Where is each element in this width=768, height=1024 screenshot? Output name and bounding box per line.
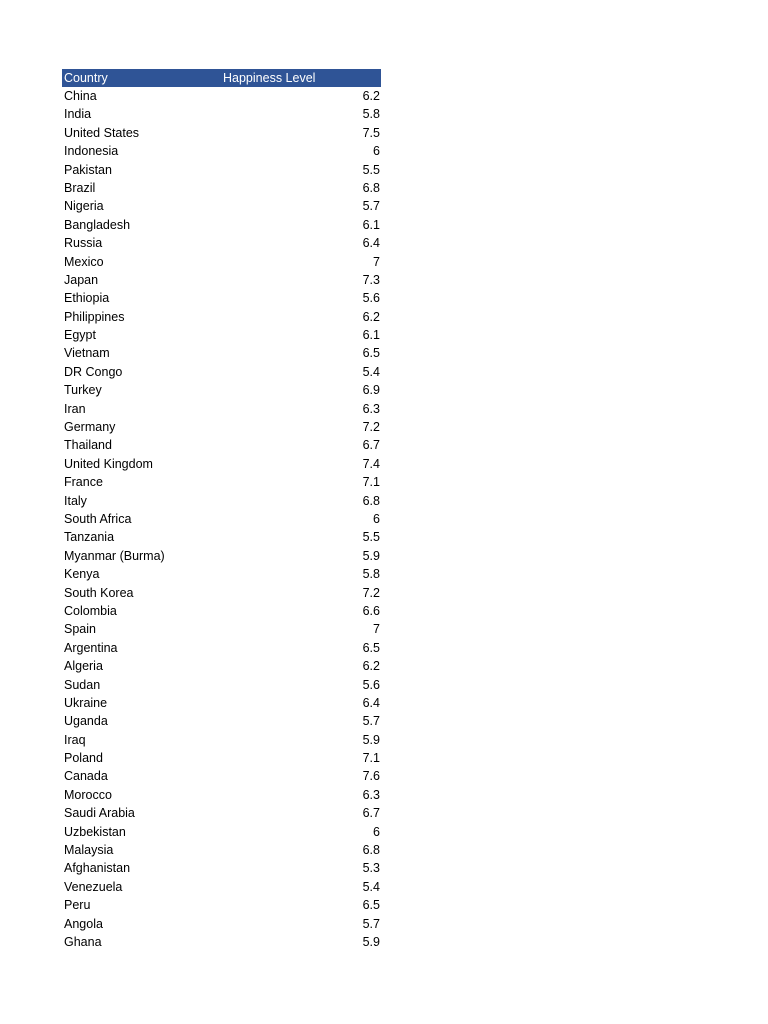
cell-country: Philippines <box>64 309 125 324</box>
cell-happiness-level: 6.8 <box>362 180 380 195</box>
cell-happiness-level: 5.3 <box>362 861 380 876</box>
cell-country: South Korea <box>64 585 134 600</box>
cell-country: Afghanistan <box>64 861 131 876</box>
cell-happiness-level: 6.5 <box>362 898 380 913</box>
table-row <box>62 878 381 896</box>
cell-country: Angola <box>64 916 103 931</box>
cell-happiness-level: 5.5 <box>362 162 380 177</box>
cell-happiness-level: 6.3 <box>362 787 380 802</box>
cell-country: France <box>64 475 103 490</box>
cell-country: Tanzania <box>64 530 115 545</box>
cell-country: Iran <box>64 401 86 416</box>
cell-country: Ghana <box>64 934 102 949</box>
table-row <box>62 308 381 326</box>
cell-happiness-level: 5.4 <box>362 364 380 379</box>
table-row <box>62 841 381 859</box>
table-row <box>62 363 381 381</box>
cell-country: Turkey <box>64 383 102 398</box>
cell-happiness-level: 7.1 <box>362 751 380 766</box>
cell-country: Russia <box>64 236 103 251</box>
cell-country: Thailand <box>64 438 112 453</box>
cell-country: Vietnam <box>64 346 110 361</box>
cell-country: Saudi Arabia <box>64 806 135 821</box>
cell-happiness-level: 6 <box>373 824 380 839</box>
cell-country: Canada <box>64 769 108 784</box>
cell-country: Italy <box>64 493 87 508</box>
cell-happiness-level: 6 <box>373 144 380 159</box>
cell-happiness-level: 7.2 <box>362 585 380 600</box>
cell-happiness-level: 5.9 <box>362 548 380 563</box>
cell-country: Venezuela <box>64 879 123 894</box>
table-row <box>62 602 381 620</box>
cell-happiness-level: 7.6 <box>362 769 380 784</box>
cell-happiness-level: 6.2 <box>362 89 380 103</box>
cell-happiness-level: 5.7 <box>362 199 380 214</box>
cell-happiness-level: 6.1 <box>362 328 380 343</box>
table-row <box>62 492 381 510</box>
cell-happiness-level: 5.8 <box>362 107 380 122</box>
table-row <box>62 87 381 105</box>
table-row <box>62 510 381 528</box>
cell-country: Poland <box>64 751 103 766</box>
cell-country: Nigeria <box>64 199 104 214</box>
cell-country: Mexico <box>64 254 104 269</box>
table-row <box>62 859 381 877</box>
table-row <box>62 124 381 142</box>
cell-country: Uzbekistan <box>64 824 126 839</box>
table-row <box>62 749 381 767</box>
cell-happiness-level: 5.7 <box>362 714 380 729</box>
cell-happiness-level: 6.2 <box>362 659 380 674</box>
cell-country: United States <box>64 125 140 140</box>
cell-country: Japan <box>64 272 99 287</box>
cell-happiness-level: 5.6 <box>362 291 380 306</box>
table-row <box>62 896 381 914</box>
table-row <box>62 676 381 694</box>
table-row <box>62 639 381 657</box>
table-row <box>62 712 381 730</box>
cell-country: Morocco <box>64 787 112 802</box>
table-row <box>62 767 381 785</box>
cell-happiness-level: 7.4 <box>362 456 380 471</box>
cell-country: Germany <box>64 420 116 435</box>
table-row <box>62 547 381 565</box>
cell-happiness-level: 5.9 <box>362 732 380 747</box>
table-row <box>62 418 381 436</box>
table-body <box>62 87 381 951</box>
cell-happiness-level: 6.3 <box>362 401 380 416</box>
cell-happiness-level: 5.6 <box>362 677 380 692</box>
cell-happiness-level: 6.9 <box>362 383 380 398</box>
cell-happiness-level: 5.9 <box>362 934 380 949</box>
cell-happiness-level: 6.7 <box>362 438 380 453</box>
column-header-country: Country <box>64 71 108 85</box>
cell-happiness-level: 6 <box>373 511 380 526</box>
cell-happiness-level: 6.1 <box>362 217 380 232</box>
table-row <box>62 620 381 638</box>
table-row <box>62 197 381 215</box>
cell-country: Myanmar (Burma) <box>64 548 165 563</box>
cell-country: Colombia <box>64 603 117 618</box>
cell-country: Egypt <box>64 328 96 343</box>
table-row <box>62 344 381 362</box>
cell-happiness-level: 6.2 <box>362 309 380 324</box>
cell-country: Sudan <box>64 677 101 692</box>
cell-country: South Africa <box>64 511 132 526</box>
cell-happiness-level: 5.4 <box>362 879 380 894</box>
table-row <box>62 657 381 675</box>
table-row <box>62 105 381 123</box>
table-row <box>62 528 381 546</box>
cell-happiness-level: 7.5 <box>362 125 380 140</box>
cell-country: Spain <box>64 622 96 637</box>
table-row <box>62 400 381 418</box>
happiness-table <box>62 69 381 951</box>
cell-country: Bangladesh <box>64 217 131 232</box>
table-row <box>62 234 381 252</box>
cell-country: Brazil <box>64 180 96 195</box>
cell-happiness-level: 7.3 <box>362 272 380 287</box>
cell-happiness-level: 5.7 <box>362 916 380 931</box>
cell-happiness-level: 6.7 <box>362 806 380 821</box>
cell-country: United Kingdom <box>64 456 153 471</box>
cell-happiness-level: 6.8 <box>362 843 380 858</box>
cell-happiness-level: 7.2 <box>362 420 380 435</box>
table-row <box>62 731 381 749</box>
cell-happiness-level: 6.4 <box>362 695 380 710</box>
table-row <box>62 436 381 454</box>
cell-happiness-level: 5.5 <box>362 530 380 545</box>
cell-happiness-level: 6.8 <box>362 493 380 508</box>
cell-country: Argentina <box>64 640 118 655</box>
table-row <box>62 933 381 951</box>
cell-happiness-level: 7 <box>373 622 380 637</box>
cell-country: Peru <box>64 898 91 913</box>
table-row <box>62 823 381 841</box>
table-row <box>62 253 381 271</box>
cell-country: Algeria <box>64 659 103 674</box>
table-row <box>62 179 381 197</box>
cell-country: China <box>64 89 97 103</box>
table-row <box>62 271 381 289</box>
table-row <box>62 915 381 933</box>
table-row <box>62 786 381 804</box>
cell-country: DR Congo <box>64 364 123 379</box>
cell-country: Ethiopia <box>64 291 110 306</box>
table-header-row <box>62 69 381 87</box>
table-row <box>62 584 381 602</box>
cell-country: Kenya <box>64 567 100 582</box>
table-row <box>62 804 381 822</box>
table-row <box>62 694 381 712</box>
column-header-happiness-level: Happiness Level <box>223 71 316 85</box>
cell-happiness-level: 6.5 <box>362 640 380 655</box>
table-row <box>62 289 381 307</box>
cell-country: Malaysia <box>64 843 114 858</box>
cell-happiness-level: 6.5 <box>362 346 380 361</box>
table-row <box>62 161 381 179</box>
table-row <box>62 326 381 344</box>
table-row <box>62 473 381 491</box>
table-row <box>62 142 381 160</box>
cell-country: Pakistan <box>64 162 112 177</box>
cell-country: Iraq <box>64 732 86 747</box>
table-row <box>62 455 381 473</box>
cell-country: Ukraine <box>64 695 108 710</box>
cell-country: Indonesia <box>64 144 119 159</box>
cell-country: Uganda <box>64 714 108 729</box>
cell-country: India <box>64 107 92 122</box>
cell-happiness-level: 7 <box>373 254 380 269</box>
table-row <box>62 381 381 399</box>
cell-happiness-level: 7.1 <box>362 475 380 490</box>
cell-happiness-level: 5.8 <box>362 567 380 582</box>
cell-happiness-level: 6.4 <box>362 236 380 251</box>
table-row <box>62 565 381 583</box>
table-row <box>62 216 381 234</box>
cell-happiness-level: 6.6 <box>362 603 380 618</box>
